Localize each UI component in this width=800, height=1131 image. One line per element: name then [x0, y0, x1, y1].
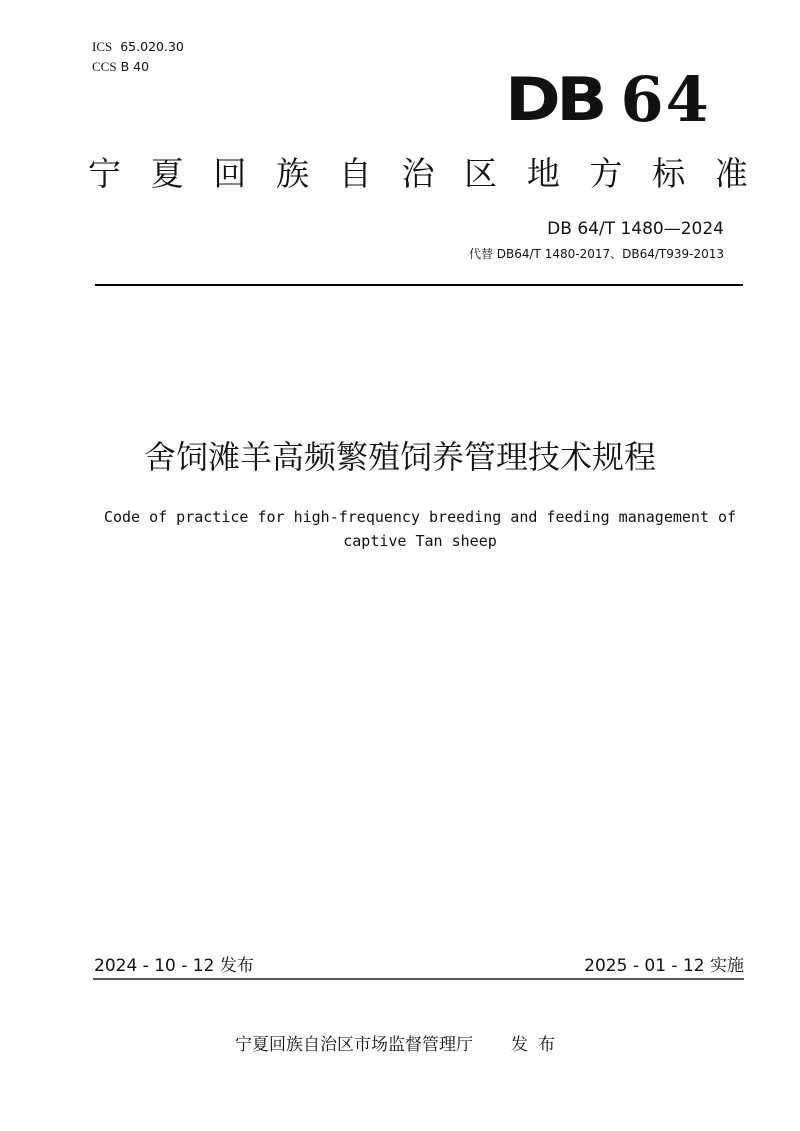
logo-region-number: 64: [620, 63, 711, 136]
bottom-divider: [93, 978, 744, 980]
implementation-date: 2025 - 01 - 12 实施: [584, 956, 744, 976]
replaces-note: 代替 DB64/T 1480-2017、DB64/T939-2013: [468, 247, 724, 261]
ics-row: [92, 37, 184, 57]
heading-char: 方: [589, 154, 623, 193]
document-title-english: [90, 505, 750, 553]
classification-codes: [92, 37, 184, 77]
ics-code: 65.020.30: [120, 39, 184, 54]
issue-date: 2024 - 10 - 12 发布: [94, 956, 254, 976]
db64-logo: [505, 63, 711, 136]
issuer-action: 发布: [511, 1035, 565, 1055]
english-title-line-1: Code of practice for high-frequency breeding and feeding management of: [103, 508, 737, 526]
issuer-name: 宁夏回族自治区市场监督管理厅: [235, 1035, 473, 1055]
standard-type-heading: [88, 150, 748, 198]
logo-db-text: DB: [505, 65, 604, 135]
heading-char: 治: [401, 154, 435, 193]
heading-char: 区: [464, 154, 498, 193]
standard-number: DB 64/T 1480—2024: [547, 219, 724, 239]
heading-char: 标: [652, 154, 686, 193]
ics-label: ICS: [92, 39, 113, 54]
document-title-chinese: 舍饲滩羊高频繁殖饲养管理技术规程: [143, 438, 656, 476]
heading-char: 回: [213, 154, 247, 193]
heading-char: 自: [338, 154, 372, 193]
heading-char: 族: [276, 154, 310, 193]
issuing-authority: [0, 1033, 800, 1057]
heading-char: 地: [526, 154, 560, 193]
english-title-line-2: captive Tan sheep: [343, 532, 497, 550]
top-divider: [95, 284, 743, 286]
ccs-row: [92, 57, 184, 77]
heading-char: 宁: [88, 154, 121, 193]
ccs-label: CCS: [92, 59, 117, 74]
ccs-code: B 40: [120, 59, 150, 74]
heading-char: 夏: [150, 154, 184, 193]
heading-char: 准: [714, 154, 748, 193]
